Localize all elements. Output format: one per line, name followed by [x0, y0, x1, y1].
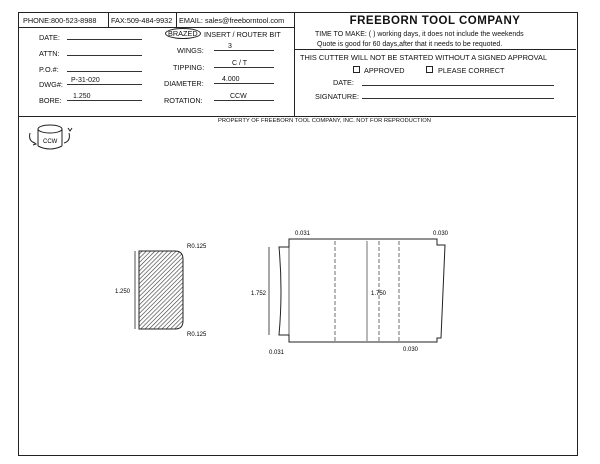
time-to-make-text: TIME TO MAKE: ( ) working days, it does not include the weekends — [315, 31, 524, 38]
attn-label: ATTN: — [39, 49, 60, 58]
approval-date-field[interactable] — [362, 76, 554, 86]
dim-bottom-left: 0.031 — [269, 350, 285, 356]
dim-top-right: 0.030 — [433, 231, 449, 237]
po-label: P.O.#: — [39, 65, 59, 74]
cutter-drawing — [99, 209, 459, 359]
profile-height-label: 1.250 — [115, 289, 131, 295]
approval-date-label: DATE: — [333, 78, 354, 87]
rotation-icon-label: CCW — [43, 139, 58, 145]
signature-field[interactable] — [362, 89, 554, 99]
property-note: PROPERTY OF FREEBORN TOOL COMPANY, INC. NOT FOR REPRODUCTION — [218, 118, 431, 124]
brazed-option[interactable]: BRAZED — [165, 28, 201, 39]
right-height-label: 1.750 — [371, 291, 387, 297]
divider — [294, 49, 576, 50]
please-correct-label: PLEASE CORRECT — [438, 66, 505, 75]
diameter-label: DIAMETER: — [164, 79, 204, 88]
side-view-outline — [279, 239, 445, 342]
approval-warning: THIS CUTTER WILL NOT BE STARTED WITHOUT A SIGNED APPROVAL — [300, 53, 548, 62]
dwg-field[interactable]: P-31-020 — [67, 76, 142, 85]
divider — [108, 13, 109, 27]
radius-top-label: R0.125 — [187, 244, 207, 250]
date-label: DATE: — [39, 33, 60, 42]
spec-sheet — [18, 12, 578, 456]
dim-bottom-right: 0.030 — [403, 347, 419, 353]
divider — [294, 13, 295, 116]
insert-router-options[interactable]: INSERT / ROUTER BIT — [204, 30, 281, 39]
please-correct-checkbox[interactable] — [426, 66, 433, 73]
email-text: EMAIL: sales@freeborntool.com — [179, 16, 285, 25]
divider — [19, 27, 294, 28]
wings-field[interactable]: 3 — [214, 42, 274, 51]
dwg-label: DWG#: — [39, 80, 63, 89]
po-field[interactable] — [67, 62, 142, 72]
fax-text: FAX:509-484-9932 — [111, 16, 173, 25]
tipping-field[interactable]: C / T — [214, 59, 274, 68]
quote-note: Quote is good for 60 days,after that it needs to be requoted. — [317, 41, 503, 48]
phone-text: PHONE:800-523-8988 — [23, 16, 97, 25]
rotation-field[interactable]: CCW — [214, 92, 274, 101]
bore-field[interactable]: 1.250 — [67, 92, 142, 101]
attn-field[interactable] — [67, 46, 142, 56]
rotation-ccw-icon — [25, 119, 79, 159]
date-field[interactable] — [67, 30, 142, 40]
divider — [176, 13, 177, 27]
wings-label: WINGS: — [177, 46, 204, 55]
left-height-label: 1.752 — [251, 291, 267, 297]
approved-label: APPROVED — [364, 66, 405, 75]
rotation-label: ROTATION: — [164, 96, 203, 105]
profile-section — [139, 251, 183, 329]
diameter-field[interactable]: 4.000 — [214, 75, 274, 84]
approved-checkbox[interactable] — [353, 66, 360, 73]
dim-top-left: 0.031 — [295, 231, 311, 237]
radius-bottom-label: R0.125 — [187, 332, 207, 338]
tipping-label: TIPPING: — [173, 63, 205, 72]
header-block — [19, 13, 576, 117]
signature-label: SIGNATURE: — [315, 92, 360, 101]
bore-label: BORE: — [39, 96, 62, 105]
company-name: FREEBORN TOOL COMPANY — [349, 15, 521, 27]
